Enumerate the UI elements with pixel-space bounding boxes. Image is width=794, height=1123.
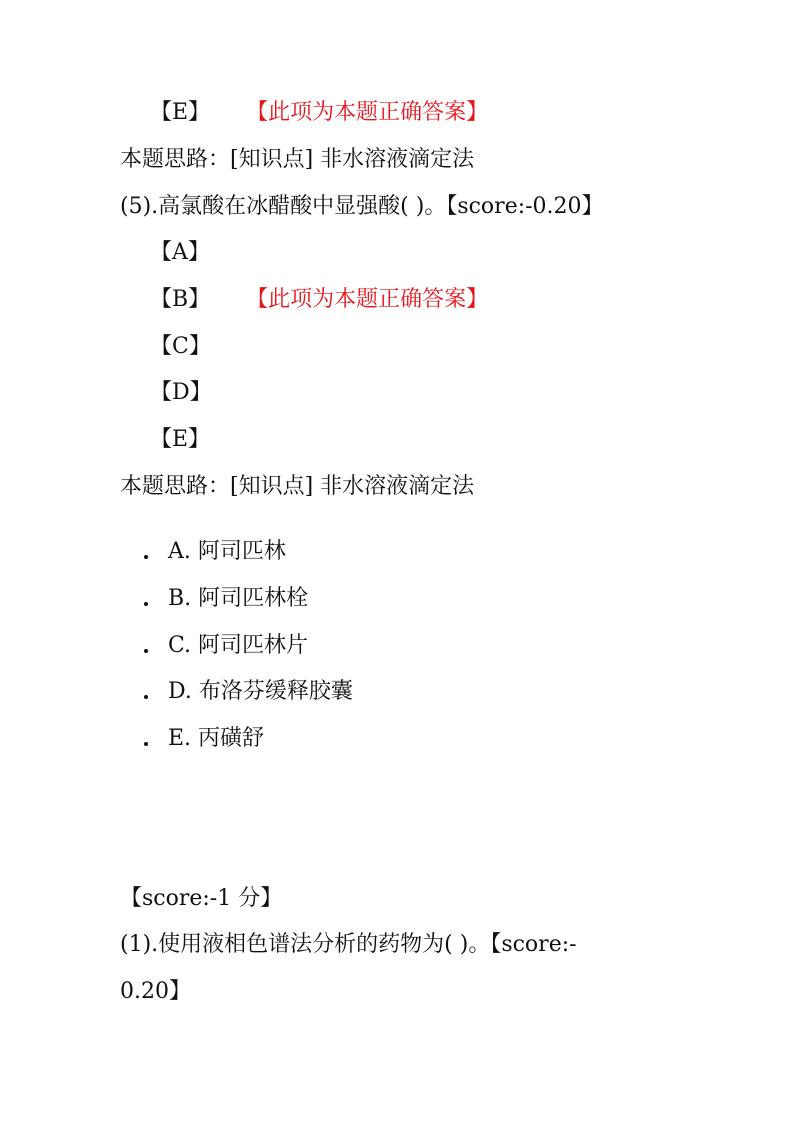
option-b-label: 【B】: [150, 287, 211, 312]
option-e-label: 【E】: [150, 100, 211, 125]
q5-option-a: 【A】: [150, 240, 210, 265]
q5-question: (5).高氯酸在冰醋酸中显强酸( )。【score:-0.20】: [120, 194, 604, 219]
bullet-icon: [144, 602, 148, 606]
bullet-icon: [144, 695, 148, 699]
bullet-icon: [144, 742, 148, 746]
choice-item-e: E. 丙磺舒: [168, 726, 265, 751]
choice-item-c: C. 阿司匹林片: [168, 633, 309, 658]
q5-option-b-row: [150, 285, 488, 315]
q5-option-e: 【E】: [150, 427, 211, 452]
bullet-icon: [144, 555, 148, 559]
choice-item-d: D. 布洛芬缓释胶囊: [168, 679, 353, 704]
q4-analysis: 本题思路：[知识点] 非水溶液滴定法: [120, 147, 475, 172]
section-score-header: 【score:-1 分】: [120, 886, 283, 911]
bullet-icon: [144, 649, 148, 653]
correct-answer-mark: 【此项为本题正确答案】: [246, 100, 489, 125]
q1-question-line1: (1).使用液相色谱法分析的药物为( )。【score:-: [120, 932, 577, 957]
choice-item-b: B. 阿司匹林栓: [168, 586, 309, 611]
q1-question-line2: 0.20】: [120, 979, 191, 1004]
q5-option-c: 【C】: [150, 334, 211, 359]
choice-item-a: A. 阿司匹林: [168, 539, 286, 564]
q5-analysis: 本题思路：[知识点] 非水溶液滴定法: [120, 474, 475, 499]
q5-option-d: 【D】: [150, 380, 212, 405]
q4-option-e-row: [150, 98, 488, 128]
correct-answer-mark: 【此项为本题正确答案】: [246, 287, 489, 312]
